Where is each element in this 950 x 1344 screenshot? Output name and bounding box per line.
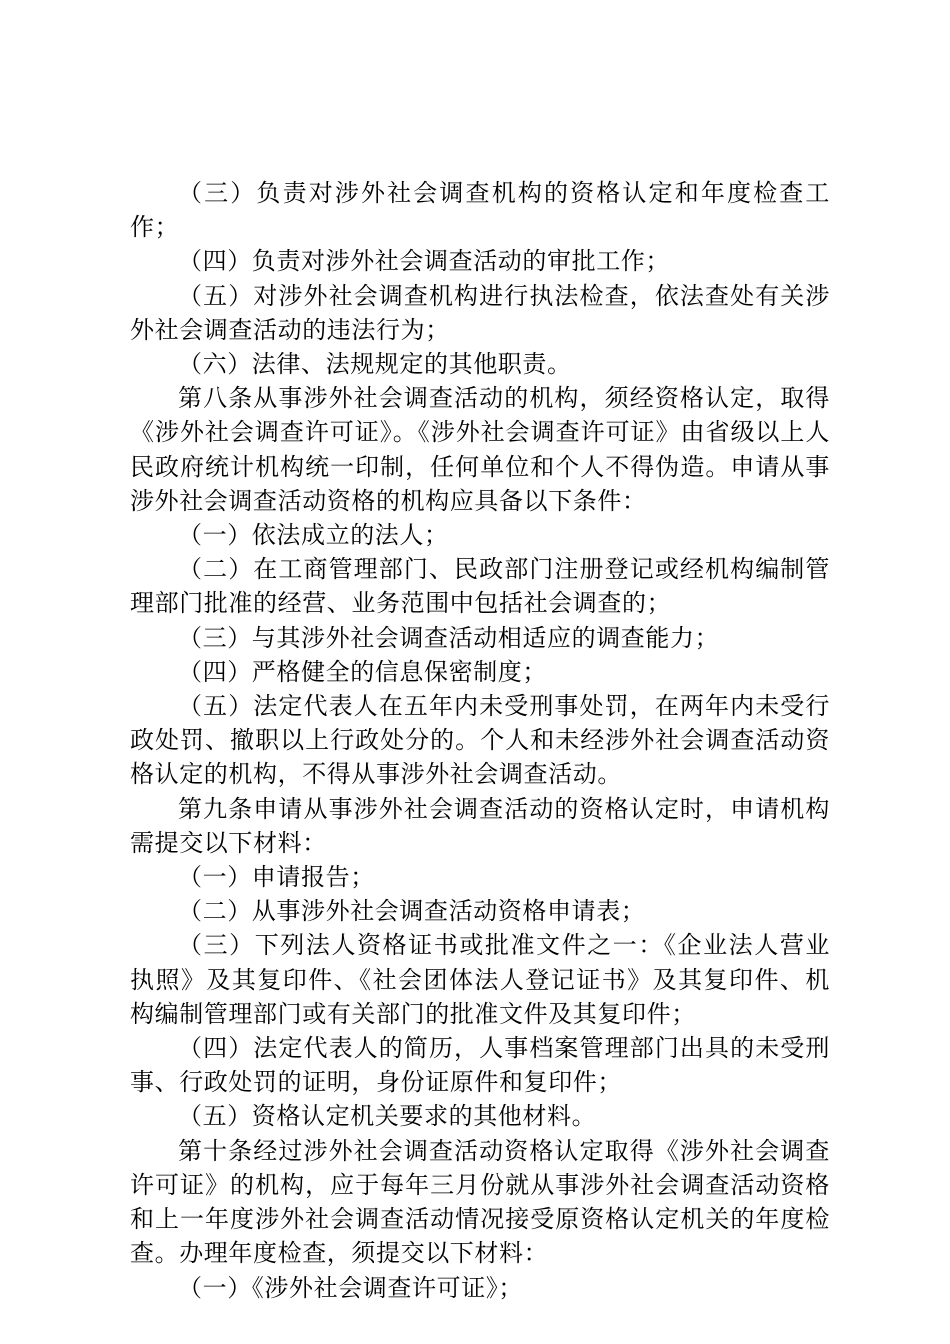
paragraph-article-8-item-1: （一）依法成立的法人； [178,521,449,550]
paragraph-article-9-item-3: （三）下列法人资格证书或批准文件之一：《企业法人营业执照》及其复印件、《社会团体法人登记证书》及其复印件、机构编制管理部门或有关部门的批准文件及其复印件； [130,931,830,1028]
paragraph-article-10: 第十条经过涉外社会调查活动资格认定取得《涉外社会调查许可证》的机构，应于每年三月份就从事涉外社会调查活动资格和上一年度涉外社会调查活动情况接受原资格认定机关的年度检查。办理年度检查，须提交以下材料： [130,1136,830,1268]
paragraph-item-6-duty: （六）法律、法规规定的其他职责。 [178,350,572,379]
paragraph-item-5-duty: （五）对涉外社会调查机构进行执法检查，依法查处有关涉外社会调查活动的违法行为； [130,281,830,344]
paragraph-article-8: 第八条从事涉外社会调查活动的机构，须经资格认定，取得《涉外社会调查许可证》。《涉外社会调查许可证》由省级以上人民政府统计机构统一印制，任何单位和个人不得伪造。申请从事涉外社会调查活动资格的机构应具备以下条件： [130,384,830,515]
paragraph-article-8-item-3: （三）与其涉外社会调查活动相适应的调查能力； [178,623,720,652]
paragraph-article-9: 第九条申请从事涉外社会调查活动的资格认定时，申请机构需提交以下材料： [130,794,830,857]
paragraph-article-9-item-2: （二）从事涉外社会调查活动资格申请表； [178,897,646,926]
document-body [130,176,830,1305]
paragraph-item-4-duty: （四）负责对涉外社会调查活动的审批工作； [178,247,670,276]
paragraph-article-9-item-1: （一）申请报告； [178,863,375,892]
paragraph-article-8-item-4: （四）严格健全的信息保密制度； [178,657,547,686]
paragraph-article-9-item-5: （五）资格认定机关要求的其他材料。 [178,1102,597,1131]
paragraph-article-9-item-4: （四）法定代表人的简历，人事档案管理部门出具的未受刑事、行政处罚的证明，身份证原件和复印件； [130,1034,830,1097]
paragraph-item-3-duty: （三）负责对涉外社会调查机构的资格认定和年度检查工作； [130,179,830,242]
paragraph-article-8-item-2: （二）在工商管理部门、民政部门注册登记或经机构编制管理部门批准的经营、业务范围中包括社会调查的； [130,555,830,618]
paragraph-article-10-item-1: （一）《涉外社会调查许可证》； [178,1273,523,1302]
paragraph-article-8-item-5: （五）法定代表人在五年内未受刑事处罚，在两年内未受行政处罚、撤职以上行政处分的。个人和未经涉外社会调查活动资格认定的机构，不得从事涉外社会调查活动。 [130,692,830,789]
